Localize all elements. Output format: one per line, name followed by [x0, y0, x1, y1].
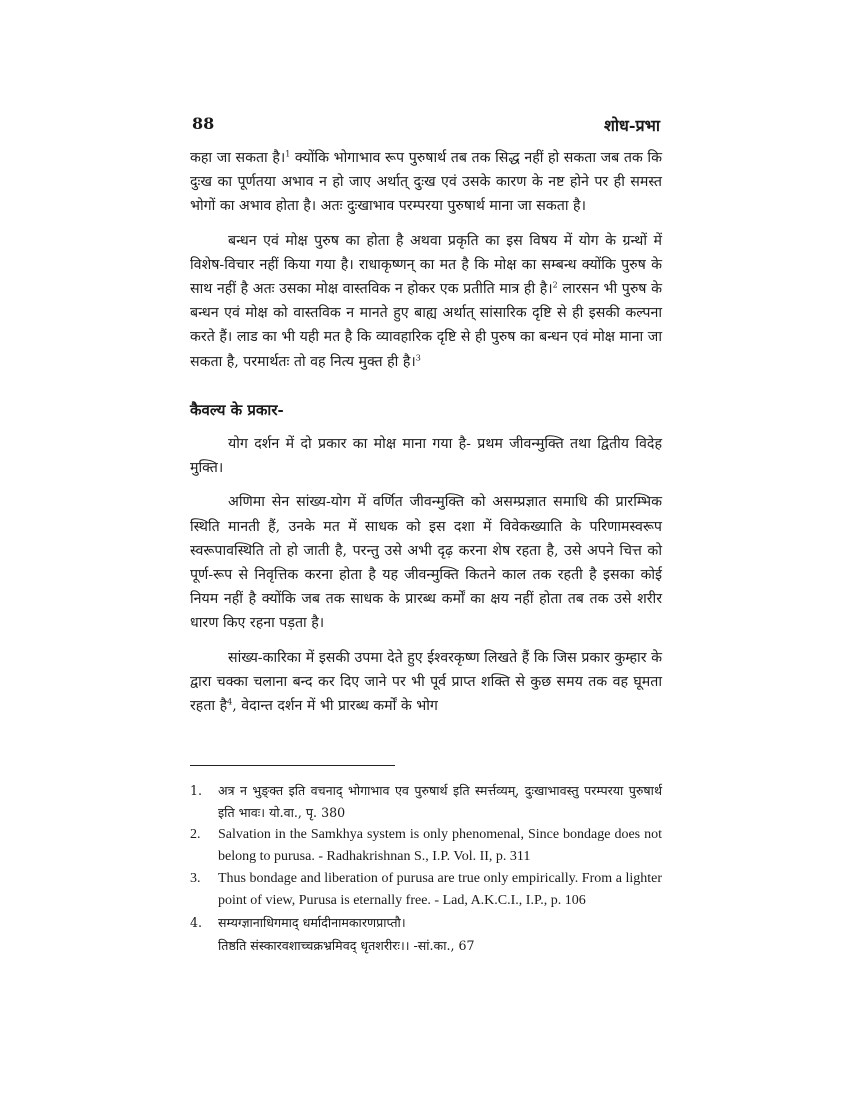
footnote-number: 4. — [190, 915, 203, 930]
footnote-ref: 3 — [415, 352, 421, 362]
footnotes — [190, 780, 662, 957]
footnote-ref: 2 — [552, 280, 558, 290]
running-header — [192, 114, 660, 138]
paragraph: बन्धन एवं मोक्ष पुरुष का होता है अथवा प्रकृति का इस विषय में योग के ग्रन्थों में विशेष-विचार नहीं किया गया है। राधाकृष्णन् का मत है कि मोक्ष का सम्बन्ध क्योंकि पुरुष के साथ नहीं है अतः उसका मोक्ष वास्तविक न होकर एक प्रतीति मात्र ही है।$^2$ लारसन भी पुरुष के बन्धन एवं मोक्ष को वास्तविक न मानते हुए बाह्य अर्थात् सांसारिक दृष्टि से ही इसकी कल्पना करते हैं। लाड का भी यही मत है कि व्यावहारिक दृष्टि से ही पुरुष का बन्धन एवं मोक्ष माना जा सकता है, परमार्थतः तो वह नित्य मुक्त ही है।$^3$ — [190, 232, 662, 370]
section-heading: कैवल्य के प्रकार- — [190, 400, 284, 419]
footnote — [190, 868, 662, 911]
footnote-ref: 1 — [285, 149, 291, 159]
footnote — [190, 824, 662, 867]
journal-title: शोध-प्रभा — [603, 116, 660, 135]
paragraph: सांख्य-कारिका में इसकी उपमा देते हुए ईश्वरकृष्ण लिखते हैं कि जिस प्रकार कुम्हार के द्वारा चक्का चलाना बन्द कर दिए जाने पर भी पूर्व प्राप्त शक्ति से कुछ समय तक वह घूमता रहता है$^4$, वेदान्त दर्शन में भी प्रारब्ध कर्मों के भोग — [190, 649, 662, 715]
paragraph: कहा जा सकता है।$^1$ क्योंकि भोगाभाव रूप पुरुषार्थ तब तक सिद्ध नहीं हो सकता जब तक कि दुःख का पूर्णतया अभाव न हो जाए अर्थात् दुःख एवं उसके कारण के नष्ट होने पर ही समस्त भोगों का अभाव होता है। अतः दुःखाभाव परम्परया पुरुषार्थ माना जा सकता है। — [190, 149, 662, 215]
page-number: 88 — [192, 114, 215, 133]
footnote-text: Salvation in the Samkhya system is only phenomenal, Since bondage does not belong to purusa. - Radhakrishnan S., I.P. Vol. II, p. 311 — [218, 827, 662, 864]
footnote-text: सम्यग्ज्ञानाधिगमाद् धर्मादीनामकारणप्राप्तौ। — [218, 915, 406, 930]
footnote-divider — [190, 765, 395, 766]
footnote-ref: 4 — [227, 697, 233, 707]
footnote-text: तिष्ठति संस्कारवशाच्चक्रभ्रमिवद् धृतशरीरः।। -सां.का., 67 — [218, 937, 475, 953]
footnote-number: 1. — [190, 783, 203, 798]
paragraph: योग दर्शन में दो प्रकार का मोक्ष माना गया है- प्रथम जीवन्मुक्ति तथा द्वितीय विदेह मुक्ति। — [190, 436, 662, 477]
footnote-number: 3. — [190, 871, 201, 886]
main-body — [190, 146, 662, 728]
paragraph: अणिमा सेन सांख्य-योग में वर्णित जीवन्मुक्ति को असम्प्रज्ञात समाधि की प्रारम्भिक स्थिति मानती हैं, उनके मत में साधक को इस दशा में विवेकख्याति के परिणामस्वरूप स्वरूपावस्थिति तो हो जाती है, परन्तु उसे अभी दृढ़ करना शेष रहता है, उसे अपने चित्त को पूर्ण-रूप से निवृत्तिक करना होता है यह जीवन्मुक्ति कितने काल तक रहती है इसका कोई नियम नहीं है क्योंकि जब तक साधक के प्रारब्ध कर्मों का क्षय नहीं होता तब तक उसे शरीर धारण किए रहना पड़ता है। — [190, 494, 662, 632]
footnote-continuation — [190, 935, 662, 957]
footnote-number: 2. — [190, 827, 201, 842]
footnote-text: अत्र न भुङ्क्त इति वचनाद् भोगाभाव एव पुरुषार्थ इति स्मर्त्तव्यम्, दुःखाभावस्तु परम्परया पुरुषार्थ इति भावः। यो.वा., पृ. 380 — [218, 783, 662, 820]
footnote — [190, 780, 662, 823]
footnote-text: Thus bondage and liberation of purusa are true only empirically. From a lighter point of view, Purusa is eternally free. - Lad, A.K.C.I., I.P., p. 106 — [218, 871, 662, 908]
footnote — [190, 912, 662, 934]
